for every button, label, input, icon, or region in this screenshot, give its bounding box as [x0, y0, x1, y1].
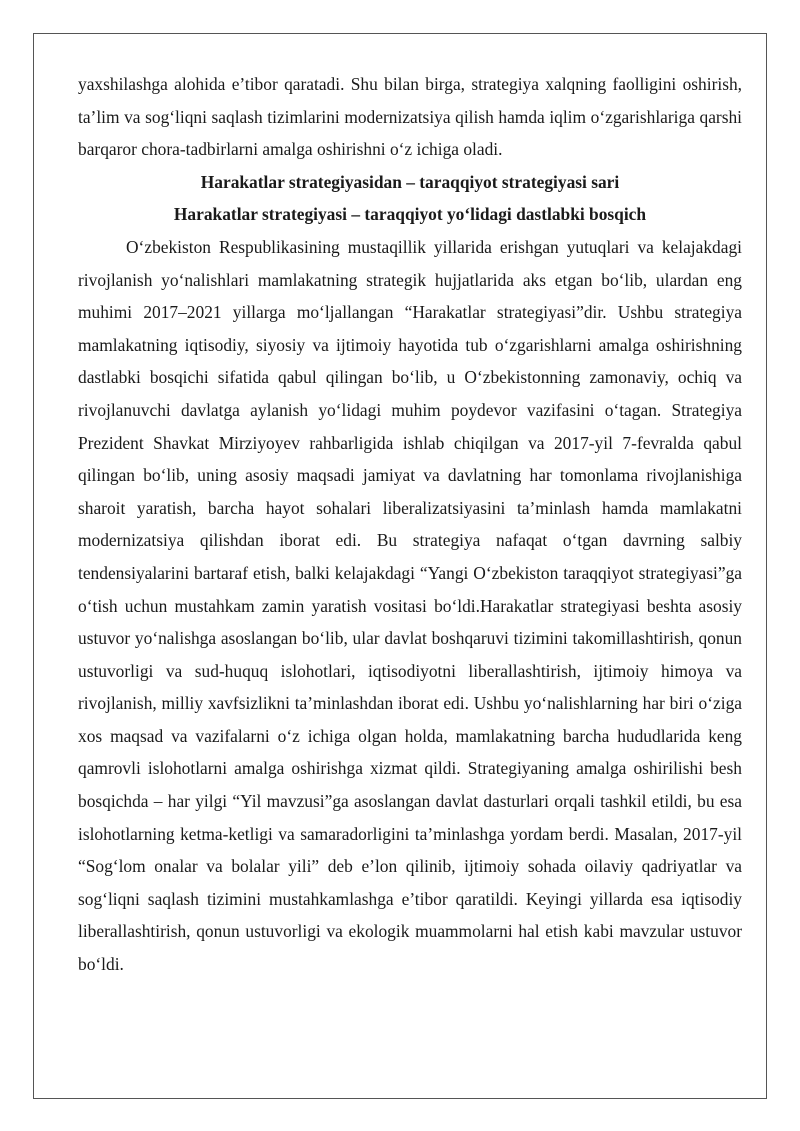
subsection-heading: Harakatlar strategiyasi – taraqqiyot yo‘lidagi dastlabki bosqich: [173, 204, 647, 225]
document-body: [78, 68, 742, 981]
section-heading: Harakatlar strategiyasidan – taraqqiyot strategiyasi sari: [200, 171, 620, 192]
main-paragraph: O‘zbekiston Respublikasining mustaqillik yillarida erishgan yutuqlari va kelajakdagi rivojlanish yo‘nalishlari mamlakatning strategik hujjatlarida aks etgan bo‘lib, ulardan eng muhimi 2017–2021 yillarga mo‘ljallangan “Harakatlar strategiyasi”dir. Ushbu strategiya mamlakatning iqtisodiy, siyosiy va ijtimoiy hayotida tub o‘zgarishlarni amalga oshirishning dastlabki bosqichi sifatida qabul qilingan bo‘lib, u O‘zbekistonning zamonaviy, ochiq va rivojlanuvchi davlatga aylanish yo‘lidagi muhim poydevor vazifasini o‘tagan. Strategiya Prezident Shavkat Mirziyoyev rahbarligida ishlab chiqilgan va 2017-yil 7-fevralda qabul qilingan bo‘lib, uning asosiy maqsadi jamiyat va davlatning har tomonlama rivojlanishiga sharoit yaratish, barcha hayot sohalari liberalizatsiyasini ta’minlash hamda mamlakatni modernizatsiya qilishdan iborat edi. Bu strategiya nafaqat o‘tgan davrning salbiy tendensiyalarini bartaraf etish, balki kelajakdagi “Yangi O‘zbekiston taraqqiyot strategiyasi”ga o‘tish uchun mustahkam zamin yaratish vositasi bo‘ldi.Harakatlar strategiyasi beshta asosiy ustuvor yo‘nalishga asoslangan bo‘lib, ular davlat boshqaruvi tizimini takomillashtirish, qonun ustuvorligi va sud-huquq islohotlari, iqtisodiyotni liberallashtirish, ijtimoiy himoya va rivojlanish, milliy xavfsizlikni ta’minlashdan iborat edi. Ushbu yo‘nalishlarning har biri o‘ziga xos maqsad va vazifalarni o‘z ichiga olgan holda, mamlakatning barcha hududlarida keng qamrovli islohotlarni amalga oshirishga xizmat qildi. Strategiyaning amalga oshirilishi besh bosqichda – har yilgi “Yil mavzusi”ga asoslangan davlat dasturlari orqali tashkil etildi, bu esa islohotlarning ketma-ketligi va samaradorligini ta’minlashga yordam berdi. Masalan, 2017-yil “Sog‘lom onalar va bolalar yili” deb e’lon qilinib, ijtimoiy sohada oilaviy qadriyatlar va sog‘liqni saqlash tizimini mustahkamlashga e’tibor qaratildi. Keyingi yillarda esa iqtisodiy liberallashtirish, qonun ustuvorligi va ekologik muammolarni hal etish kabi mavzular ustuvor bo‘ldi.: [78, 236, 742, 975]
intro-paragraph: yaxshilashga alohida e’tibor qaratadi. Shu bilan birga, strategiya xalqning faolligini oshirish, ta’lim va sog‘liqni saqlash tizimlarini modernizatsiya qilish hamda iqlim o‘zgarishlariga qarshi barqaror chora-tadbirlarni amalga oshirishni o‘z ichiga oladi.: [78, 74, 742, 160]
